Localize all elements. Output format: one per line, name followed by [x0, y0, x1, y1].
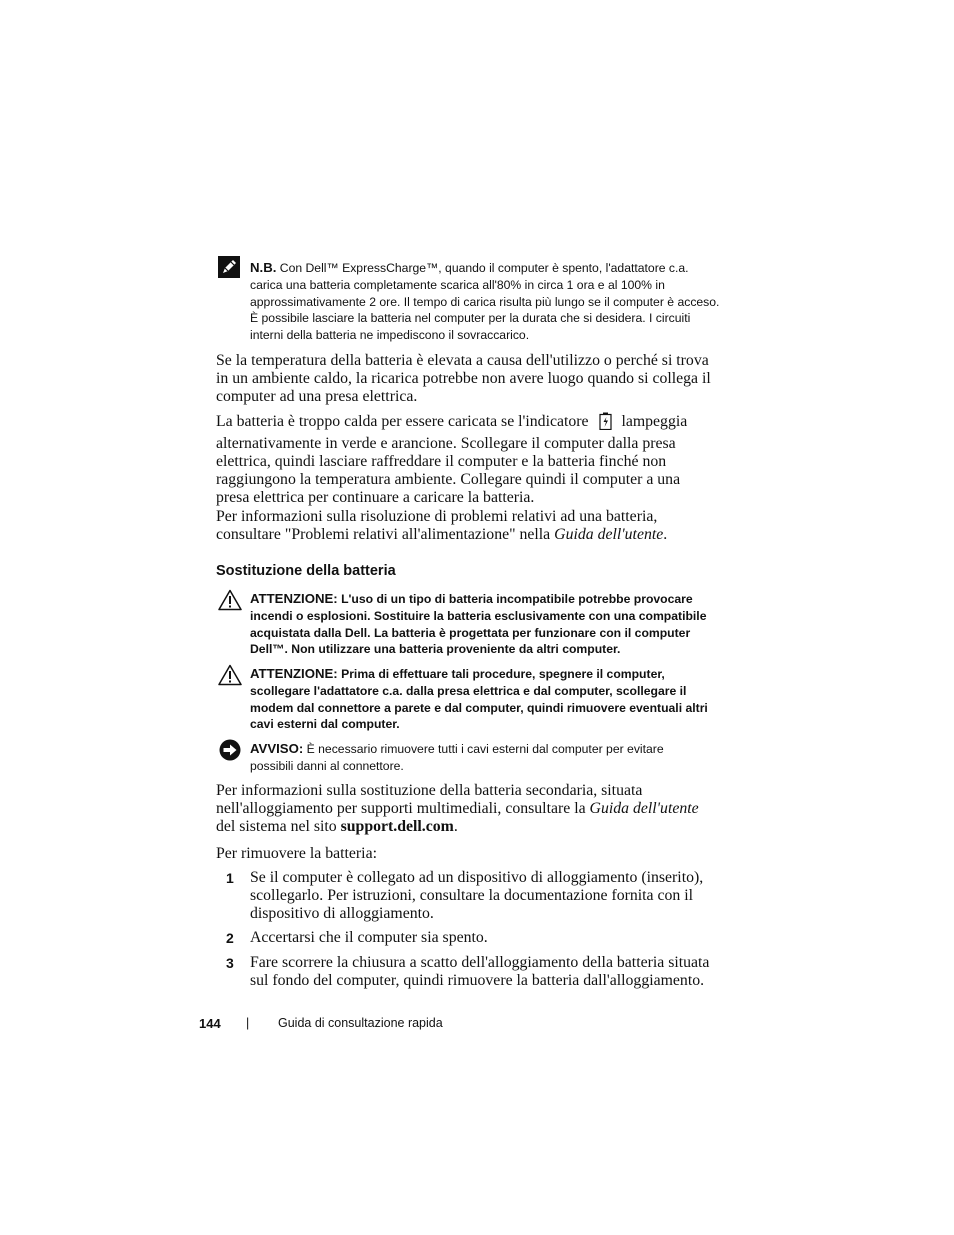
- step-text: Fare scorrere la chiusura a scatto dell'alloggiamento della batteria situata sul fondo del computer, quindi rimuovere la batteria dall'alloggiamento.: [250, 954, 710, 989]
- warning-block-1: [250, 591, 715, 658]
- warning-block-2: [250, 666, 715, 733]
- battery-charge-icon: [599, 412, 612, 435]
- note-text: Con Dell™ ExpressCharge™, quando il computer è spento, l'adattatore c.a. carica una batteria completamente scarica all'80% in circa 1 ora e al 100% in approssimativamente 2 ore. Il tempo di carica risulta più lungo se il computer è acceso. È possibile lasciare la batteria nel computer per la durata che si desidera. I circuiti interni della batteria ne impediscono il sovraccarico.: [250, 261, 720, 343]
- warning-icon: [218, 664, 242, 691]
- secondary-after: .: [453, 818, 458, 835]
- footer-title: Guida di consultazione rapida: [278, 1016, 443, 1030]
- footer-separator: |: [246, 1016, 250, 1030]
- paragraph-battery-hot: [216, 412, 706, 507]
- notice-block: [250, 741, 710, 775]
- step-number: 2: [226, 930, 234, 946]
- paragraph-temperature: Se la temperatura della batteria è elevata a causa dell'utilizzo o perché si trova in un ambiente caldo, la ricarica potrebbe non avere luogo quando si collega il computer ad una presa elettrica.: [216, 352, 711, 405]
- secondary-middle: del sistema nel sito: [216, 818, 341, 835]
- step-number: 1: [226, 870, 234, 886]
- note-block: [250, 260, 720, 344]
- paragraph-hot-after: lampeggia alternativamente in verde e arancione. Scollegare il computer dalla presa elettrica, quindi lasciare raffreddare il computer e la batteria finché non raggiungono la temperatura ambiente. Collegare quindi il computer a una presa elettrica per continuare a caricare la batteria.: [216, 413, 688, 506]
- secondary-before: Per informazioni sulla sostituzione della batteria secondaria, situata nell'alloggiamento per supporti multimediali, consultare la: [216, 782, 643, 817]
- paragraph-info-before: Per informazioni sulla risoluzione di problemi relativi ad una batteria, consultare "Problemi relativi all'alimentazione" nella: [216, 508, 658, 543]
- step-number: 3: [226, 955, 234, 971]
- paragraph-info-italic: Guida dell'utente: [554, 526, 664, 543]
- notice-text: È necessario rimuovere tutti i cavi esterni dal computer per evitare possibili danni al connettore.: [250, 742, 664, 773]
- step-text: Accertarsi che il computer sia spento.: [250, 929, 488, 946]
- warning-text-2: Prima di effettuare tali procedure, spegnere il computer, scollegare l'adattatore c.a. dalla presa elettrica e dal computer, scollegare il modem dal connettore a parete e dal computer, quindi rimuovere eventuali altri cavi esterni dal computer.: [250, 667, 708, 732]
- section-heading: Sostituzione della batteria: [216, 563, 396, 579]
- remove-intro: Per rimuovere la batteria:: [216, 845, 377, 862]
- step-text: Se il computer è collegato ad un dispositivo di alloggiamento (inserito), scollegarlo. Per istruzioni, consultare la documentazione fornita con il dispositivo di alloggiamento.: [250, 869, 704, 922]
- warning-text-1: L'uso di un tipo di batteria incompatibile potrebbe provocare incendi o esplosioni. Sostituire la batteria esclusivamente con una compatibile acquistata dalla Dell. La batteria è progettata per funzionare con il computer Dell™. Non utilizzare una batteria proveniente da altri computer.: [250, 592, 707, 657]
- paragraph-secondary-battery: [216, 782, 716, 836]
- notice-label: AVVISO:: [250, 741, 304, 756]
- warning-label-2: ATTENZIONE:: [250, 666, 338, 681]
- warning-icon: [218, 589, 242, 616]
- paragraph-hot-before: La batteria è troppo calda per essere caricata se l'indicatore: [216, 413, 589, 430]
- note-icon: [218, 256, 240, 278]
- paragraph-info: [216, 508, 706, 544]
- note-label: N.B.: [250, 260, 277, 275]
- secondary-italic: Guida dell'utente: [589, 800, 699, 817]
- page-number: 144: [199, 1016, 221, 1031]
- support-link[interactable]: support.dell.com: [340, 818, 454, 835]
- paragraph-info-after: .: [663, 526, 668, 543]
- warning-label-1: ATTENZIONE:: [250, 591, 338, 606]
- notice-arrow-icon: [219, 739, 241, 766]
